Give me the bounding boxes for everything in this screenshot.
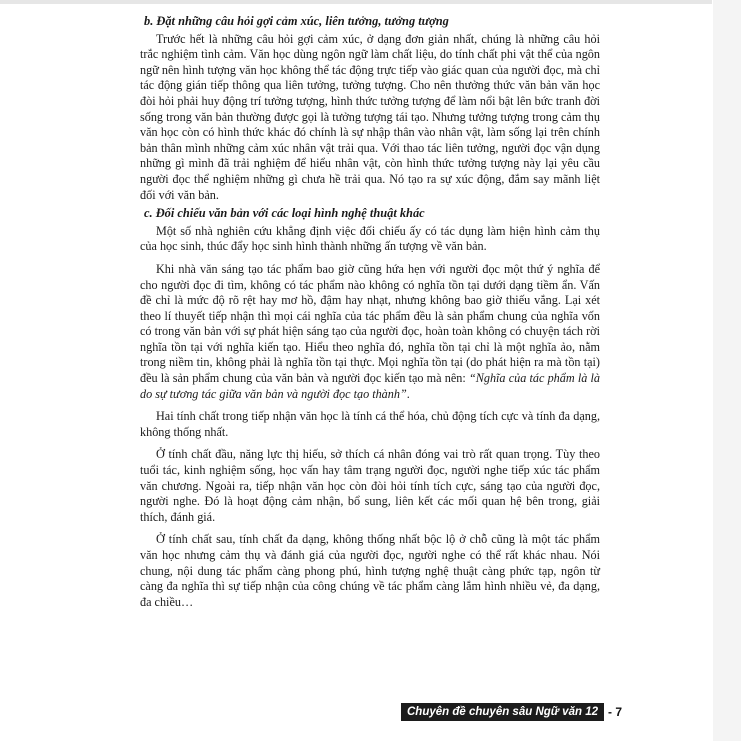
section-c-heading: c. Đối chiếu văn bản với các loại hình nghệ thuật khác bbox=[144, 206, 425, 221]
section-b-heading: b. Đặt những câu hỏi gợi cảm xúc, liên tưởng, tưởng tượng bbox=[144, 14, 449, 28]
section-c-paragraph-3: Hai tính chất trong tiếp nhận văn học là tính cá thể hóa, chủ động tích cực và tính đa dạng, không thống nhất. bbox=[140, 409, 600, 439]
footer-page-number: - 7 bbox=[608, 705, 623, 719]
right-edge-margin bbox=[713, 0, 741, 741]
section-c-paragraph-5: Ở tính chất sau, tính chất đa dạng, không thống nhất bộc lộ ở chỗ cũng là một tác phẩm văn học nhưng cảm thụ và đánh giá của người đọc, người nghe có thể rất khác nhau. Nói chung, nội dung tác phẩm càng phong phú, hình tượng nghệ thuật càng phức tạp, ngôn từ càng đa nghĩa thì sự tiếp nhận của công chúng về tác phẩm càng lắm hình nhiều vẻ, đa dạng, đa chiều… bbox=[140, 532, 600, 609]
section-c-paragraph-1: Một số nhà nghiên cứu khẳng định việc đối chiếu ấy có tác dụng làm hiện hình cảm thụ của học sinh, thúc đẩy học sinh hình thành những ấn tượng về văn bản. bbox=[140, 223, 600, 254]
reception-quote: “Nghĩa của tác phẩm là là do sự tương tác giữa văn bản và người đọc tạo thành” bbox=[140, 371, 601, 401]
document-page bbox=[140, 14, 600, 617]
page-footer bbox=[401, 703, 622, 721]
paragraph-2-text: Khi nhà văn sáng tạo tác phẩm bao giờ cũng hứa hẹn với người đọc một thứ ý nghĩa để cho người đọc đi tìm, không có tác phẩm nào không có nghĩa tồn tại dưới dạng tiềm ẩn. Vấn đề chỉ là mức độ rõ rệt hay mơ hồ, đậm hay nhạt, nhưng không bao giờ thiếu vắng. Lại xét theo lí thuyết tiếp nhận thì mọi cái nghĩa của tác phẩm đều là sản phẩm chung của nghĩa vốn có trong văn bản với sự phát hiện sáng tạo của người đọc, hoàn toàn không có chuyện tách rời nghĩa tồn tại với nghĩa kiến tạo. Hiểu theo nghĩa đó, nghĩa tồn tại chỉ là một nghĩa ảo, nằm trong niềm tin, không phải là nghĩa tồn tại thực. Mọi nghĩa tồn tại (do phát hiện ra mà tồn tại) đều là sản phẩm chung của văn bản và người đọc kiến tạo mà nên: bbox=[140, 261, 600, 386]
section-c-paragraph-4: Ở tính chất đầu, năng lực thị hiếu, sở thích cá nhân đóng vai trò rất quan trọng. Tùy theo tuổi tác, kinh nghiệm sống, học vấn hay tâm trạng người đọc, người nghe tiếp xúc tác phẩm văn chương. Ngoài ra, tiếp nhận văn học còn đòi hỏi tính tích cực, sáng tạo của người đọc, người nghe. Đó là hoạt động cảm nhận, bổ sung, liên kết các mối quan hệ bên trong, giải thích, đánh giá. bbox=[140, 447, 600, 524]
section-b-paragraph: Trước hết là những câu hỏi gợi cảm xúc, ở dạng đơn giản nhất, chúng là những câu hỏi trắc nghiệm tình cảm. Văn học dùng ngôn ngữ làm chất liệu, do tính chất phi vật thể của ngôn ngữ nên hình tượng văn học không thể tác động trực tiếp vào giác quan của người đọc, mà chỉ tác động gián tiếp thông qua liên tưởng, tưởng tượng. Cho nên thưởng thức văn bản văn học đòi hỏi phải huy động trí tưởng tượng, hình thức tưởng tượng để làm nổi bật lên bức tranh đời sống trong văn bản thường được gọi là tưởng tượng tái tạo. Nhưng tưởng tượng trong cảm thụ văn học còn có hình thức khác đó chính là sự nhập thân vào nhân vật, làm sống lại trên chính bản thân mình những cảm xúc nhân vật trải qua. Với thao tác liên tưởng, người đọc vận dụng những gì mình đã trải nghiệm để hiểu nhân vật, còn hình thức tưởng tượng này lại yêu cầu người đọc thể nghiệm những gì chưa hề trải qua. Nó tạo ra sự xúc động, đắm say mãnh liệt đối với văn bản. bbox=[140, 31, 600, 202]
footer-book-title: Chuyên đề chuyên sâu Ngữ văn 12 bbox=[401, 703, 604, 721]
top-edge-shadow bbox=[0, 0, 712, 4]
section-c-paragraph-2 bbox=[140, 262, 600, 402]
quote-end-period: . bbox=[406, 386, 410, 401]
